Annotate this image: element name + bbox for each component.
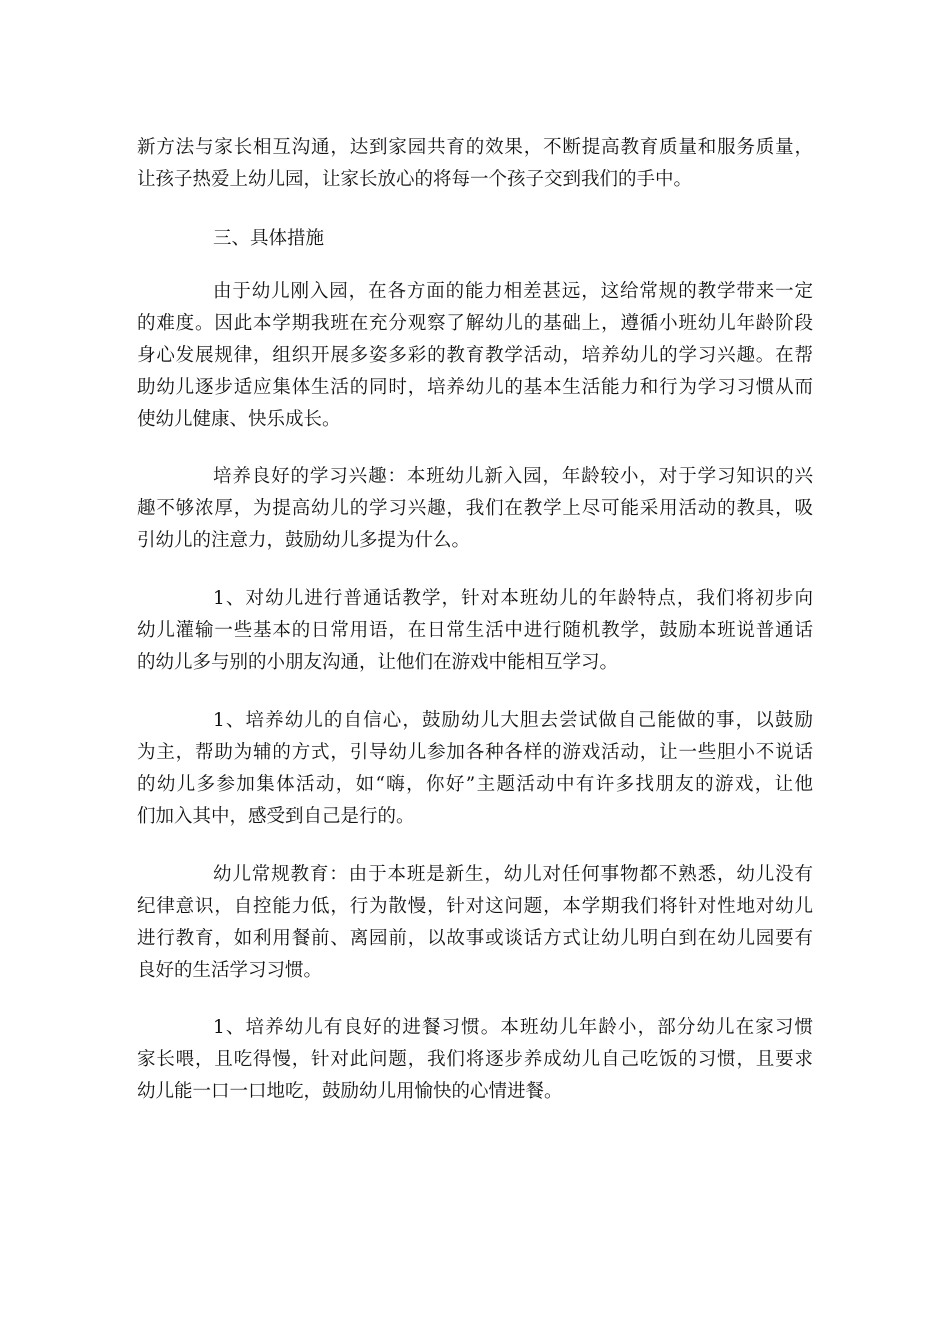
paragraph-confidence	[137, 705, 813, 833]
paragraph-line: 的幼儿多与别的小朋友沟通，让他们在游戏中能相互学习。	[137, 652, 619, 673]
paragraph-line: 由于幼儿刚入园，在各方面的能力相差甚远，这给常规的教学带来一定	[213, 281, 813, 302]
paragraph-line: 良好的生活学习习惯。	[137, 960, 323, 981]
paragraph-mandarin	[137, 583, 813, 679]
paragraph-line: 引幼儿的注意力，鼓励幼儿多提为什么。	[137, 530, 471, 551]
paragraph-line: 1、对幼儿进行普通话教学，针对本班幼儿的年龄特点，我们将初步向	[213, 588, 813, 609]
paragraph-line: 幼儿常规教育：由于本班是新生，幼儿对任何事物都不熟悉，幼儿没有	[213, 864, 813, 885]
paragraph-measures	[137, 276, 813, 436]
paragraph-line: 幼儿能一口一口地吃，鼓励幼儿用愉快的心情进餐。	[137, 1081, 563, 1102]
paragraph-line: 让孩子热爱上幼儿园，让家长放心的将每一个孩子交到我们的手中。	[137, 169, 693, 190]
paragraph-line: 培养良好的学习兴趣：本班幼儿新入园，年龄较小，对于学习知识的兴	[213, 466, 813, 487]
paragraph-line: 家长喂，且吃得慢，针对此问题，我们将逐步养成幼儿自己吃饭的习惯，且要求	[137, 1049, 813, 1070]
paragraph-line: 们加入其中，感受到自己是行的。	[137, 806, 415, 827]
paragraph-line: 纪律意识，自控能力低，行为散慢，针对这问题，本学期我们将针对性地对幼儿	[137, 896, 813, 917]
paragraph-eating	[137, 1012, 813, 1108]
paragraph-line: 助幼儿逐步适应集体生活的同时，培养幼儿的基本生活能力和行为学习习惯从而	[137, 377, 813, 398]
paragraph-line: 的难度。因此本学期我班在充分观察了解幼儿的基础上，遵循小班幼儿年龄阶段	[137, 313, 813, 334]
section-heading: 三、具体措施	[213, 228, 325, 249]
paragraph-line: 身心发展规律，组织开展多姿多彩的教育教学活动，培养幼儿的学习兴趣。在帮	[137, 345, 813, 366]
paragraph-line: 进行教育，如利用餐前、离园前，以故事或谈话方式让幼儿明白到在幼儿园要有	[137, 928, 813, 949]
paragraph-line: 的幼儿多参加集体活动，如“嗨，你好”主题活动中有许多找朋友的游戏，让他	[137, 774, 813, 795]
paragraph-interest	[137, 461, 813, 557]
paragraph-line: 新方法与家长相互沟通，达到家园共育的效果，不断提高教育质量和服务质量，	[137, 137, 813, 158]
paragraph-line: 1、培养幼儿有良好的进餐习惯。本班幼儿年龄小，部分幼儿在家习惯	[213, 1017, 813, 1038]
paragraph-line: 为主，帮助为辅的方式，引导幼儿参加各种各样的游戏活动，让一些胆小不说话	[137, 742, 813, 763]
paragraph-line: 趣不够浓厚，为提高幼儿的学习兴趣，我们在教学上尽可能采用活动的教具，吸	[137, 498, 813, 519]
paragraph-line: 使幼儿健康、快乐成长。	[137, 409, 341, 430]
paragraph-intro	[137, 132, 813, 196]
paragraph-routine	[137, 859, 813, 987]
paragraph-line: 1、培养幼儿的自信心，鼓励幼儿大胆去尝试做自己能做的事，以鼓励	[213, 710, 813, 731]
paragraph-line: 幼儿灌输一些基本的日常用语，在日常生活中进行随机教学，鼓励本班说普通话	[137, 620, 813, 641]
